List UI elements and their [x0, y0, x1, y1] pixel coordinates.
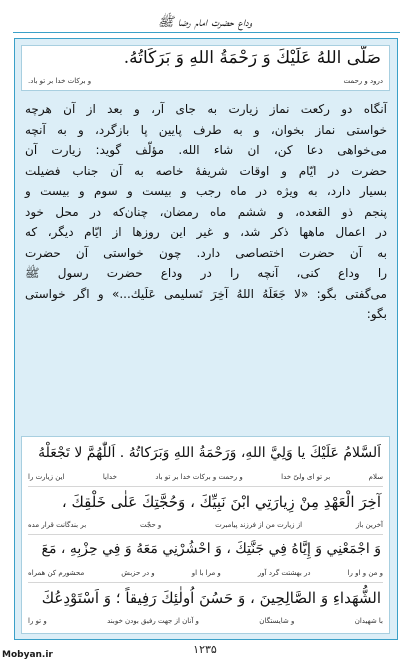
- paragraph-line: حضرت در ایّام و اوقات شریفهٔ خاصه به آن جناب فضیلت: [25, 163, 387, 178]
- paragraph-line: در اعمال ماهها ذکر شد، و غیر این روزها از ایّام دیگر، که: [25, 225, 387, 239]
- translation-word: در بهشتت گرد آور: [257, 569, 311, 577]
- supplication-line: آخِرَ الْعَهْدِ مِنْ زِيارَتِي ابْنَ نَبِيِّكَ ، وَحُجَّتِكَ عَلٰى خَلْقِكَ ،: [61, 493, 381, 511]
- translation-word: و تو را: [28, 617, 47, 625]
- paragraph-line: می‌خواهی دعا کن، ان شاء الله. مؤلّف گوید: زیارت آن: [25, 143, 387, 157]
- line-divider: [28, 582, 383, 583]
- translation-word: این زیارت را: [28, 473, 65, 481]
- supplication-line: وَ اجْمَعْنِي وَ إِيَّاهُ فِي جَنَّتِكَ ، وَ احْشُرْنِي مَعَهُ وَ فِي حِزْبِهِ ، مَعَ: [41, 541, 381, 557]
- translation-word: و برکات خدا بر تو باد.: [28, 77, 92, 85]
- translation-word: محشورم کن همراه: [28, 569, 85, 577]
- page-number: ۱۲۳۵: [193, 643, 217, 656]
- header-divider: [13, 32, 400, 33]
- supplication-box: [21, 436, 390, 634]
- supplication-translation: [28, 617, 383, 629]
- translation-word: و من و او را: [347, 569, 383, 577]
- translation-word: از زیارت من از فرزند پیامبرت: [215, 521, 303, 529]
- page-header: [0, 12, 410, 34]
- translation-word: و آنان از جهت رفیق بودن خوبند: [107, 617, 199, 625]
- translation-word: بر بندگانت قرار مده: [28, 521, 87, 529]
- supplication-translation: [28, 521, 383, 533]
- paragraph-line: خواستی نماز بخوان، و به طرف پایین پا بازگرد، و به آنچه: [25, 122, 387, 137]
- translation-word: آخرین باز: [355, 521, 383, 529]
- paragraph-line: می‌گفتی بگو: «لا جَعَلَهُ اللهُ آخِرَ تَسلیمی عَلَیك...» و اگر خواستی: [25, 286, 387, 301]
- paragraph-line: آنگاه دو رکعت نماز زیارت به جای آر، و بعد از آن هرچه: [25, 102, 387, 116]
- translation-word: و رحمت و برکات خدا بر تو باد: [155, 473, 243, 481]
- supplication-line: الشُّهَداءِ وَ الصَّالِحِينَ ، وَ حَسُنَ اُولٰئِكَ رَفِيقاً ؛ وَ اَسْتَوْدِعُكَ: [41, 589, 381, 607]
- translation-word: درود و رحمت: [343, 77, 383, 85]
- translation-word: و شایستگان: [259, 617, 295, 625]
- translation-word: و مرا با او: [191, 569, 221, 577]
- supplication-translation: [28, 473, 383, 485]
- translation-word: سلام: [368, 473, 383, 481]
- instruction-paragraph: [25, 99, 387, 325]
- translation-word: و در حزبش: [121, 569, 155, 577]
- content-frame: [14, 38, 398, 640]
- paragraph-line: بگو:: [366, 307, 387, 321]
- paragraph-line: به آن حضرت اختصاصی دارد. چون خواستی آن حضرت: [25, 245, 387, 260]
- translation-word: با شهیدان: [354, 617, 383, 625]
- paragraph-line: پنجم ذو القعده، و ششم ماه رمضان، چنان‌که در محل خود: [25, 204, 387, 219]
- line-divider: [28, 486, 383, 487]
- salutation-box: [21, 45, 390, 91]
- supplication-line: اَلسَّلامُ عَلَيْكَ يا وَلِيَّ اللهِ، وَرَحْمَةُ اللهِ وَبَرَكاتُهُ . اَللّٰهُمَّ لا تَجْعَلْهُ: [38, 445, 381, 461]
- paragraph-line: را وداع کنی، آنچه را در وداع حضرت رسول ﷺ: [25, 266, 387, 280]
- line-divider: [28, 534, 383, 535]
- site-watermark: Mobyan.ir: [2, 650, 53, 660]
- salutation-arabic: صَلَّى اللهُ عَلَيْكَ وَ رَحْمَةُ اللهِ وَ بَرَكَاتُهُ.: [123, 48, 381, 68]
- translation-word: خدایا: [102, 473, 117, 481]
- salutation-translation: [28, 77, 383, 89]
- translation-word: بر تو ای ولیّ خدا: [281, 473, 331, 481]
- supplication-translation: [28, 569, 383, 581]
- page-title: وداع حضرت امام رضا ﷺ: [157, 15, 253, 30]
- translation-word: و حجّت: [139, 521, 162, 529]
- paragraph-line: بسیار دارد، به ویژه در ماه رجب و بیست و سوم و بیست و: [25, 184, 387, 198]
